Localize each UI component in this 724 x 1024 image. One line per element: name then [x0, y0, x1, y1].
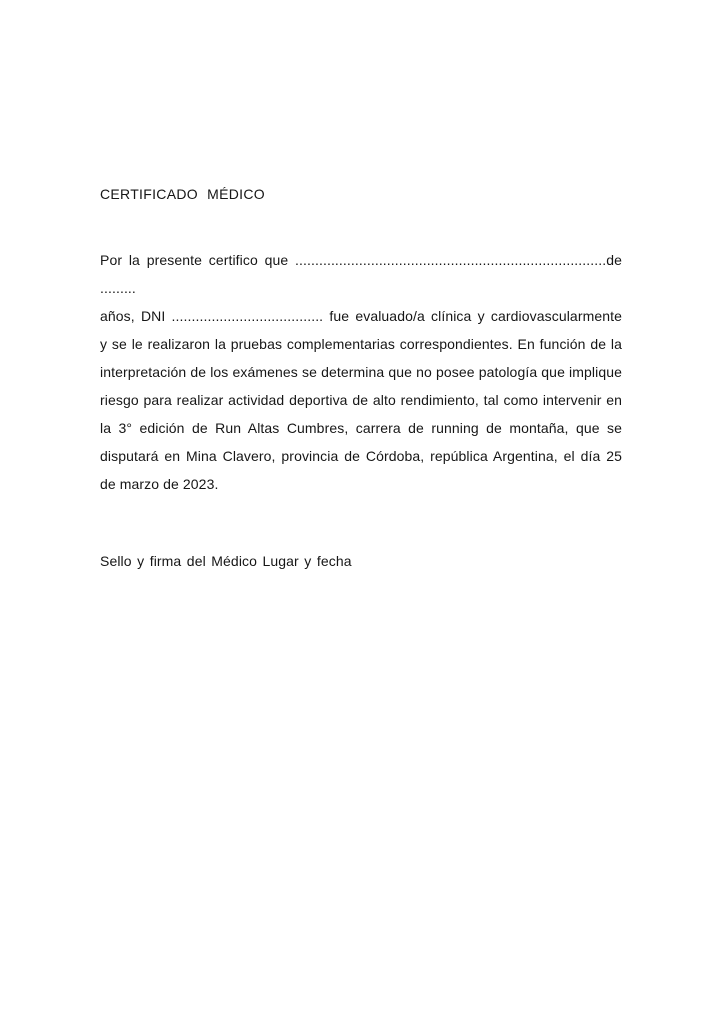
body-line: disputará en Mina Clavero, provincia de Córdoba, república Argentina, el día 25	[100, 448, 622, 464]
body-line: y se le realizaron la pruebas complementarias correspondientes. En función de la	[100, 336, 622, 352]
body-line: años, DNI ...................................... fue evaluado/a clínica y cardiovascularmente	[100, 308, 622, 324]
body-line: Por la presente certifico que ..............................................................................de .........	[100, 252, 622, 296]
document-title: CERTIFICADO MÉDICO	[100, 186, 265, 202]
body-line: interpretación de los exámenes se determina que no posee patología que implique	[100, 364, 622, 380]
body-line: riesgo para realizar actividad deportiva de alto rendimiento, tal como intervenir en	[100, 392, 622, 408]
body-line: la 3° edición de Run Altas Cumbres, carrera de running de montaña, que se	[100, 420, 622, 436]
signature-and-place-label: Sello y firma del Médico Lugar y fecha	[100, 553, 352, 569]
certificate-body	[100, 246, 622, 498]
body-line: de marzo de 2023.	[100, 476, 219, 492]
